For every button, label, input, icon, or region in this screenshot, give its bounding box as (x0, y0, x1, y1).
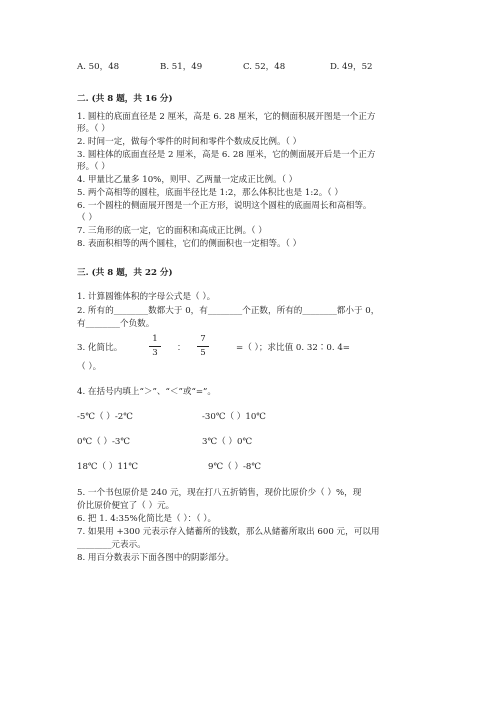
compare-item: -30℃（ ）10℃ (202, 412, 266, 422)
s3-q8: 8. 用百分数表示下面各图中的阴影部分。 (77, 553, 235, 563)
fraction-bar (149, 346, 161, 347)
s3-q1: 1. 计算圆锥体积的字母公式是（ ）。 (77, 292, 216, 302)
s3-q6: 6. 把 1. 4:35%化简比是（ ）：（ ）。 (77, 514, 217, 524)
section-3-heading: 三. (共 8 题，共 22 分) (77, 268, 173, 278)
s3-q3-answer: （ ）。 (77, 362, 102, 372)
section-2-heading: 二. (共 8 题，共 16 分) (77, 94, 173, 104)
fraction-seven-fifths (197, 334, 209, 359)
s2-line: 3. 圆柱体的底面直径是 2 厘米，高是 6. 28 厘米，它的侧面展开后是一个正方 (77, 150, 376, 160)
s3-q7-line2: ________元表示。 (77, 540, 146, 550)
s2-line: 形。（ ） (77, 162, 110, 172)
s2-line: 8. 表面积相等的两个圆柱，它们的侧面积也一定相等。（ ） (77, 239, 302, 249)
compare-item: -5℃（ ）-2℃ (77, 412, 133, 422)
s3-q3-colon: ： (177, 343, 186, 353)
s2-line: 6. 一个圆柱的侧面展开图是一个正方形，说明这个圆柱的底面周长和高相等。 (77, 201, 372, 211)
fraction-denominator: 5 (200, 348, 206, 359)
s3-q2-line1: 2. 所有的________数都大于 0，有________个正数，所有的________都小于 0， (77, 306, 380, 316)
compare-item: 3℃（ ）0℃ (202, 437, 253, 447)
fraction-one-third (149, 334, 161, 359)
s2-line: 2. 时间一定，做每个零件的时间和零件个数成反比例。（ ） (77, 137, 302, 147)
compare-item: 0℃（ ）-3℃ (77, 437, 130, 447)
option-c: C. 52，48 (243, 62, 286, 72)
compare-item: 18℃（ ）11℃ (77, 462, 139, 472)
s2-line: 7. 三角形的底一定，它的面积和高成正比例。（ ） (77, 226, 267, 236)
s3-q2-line2: 有________个负数。 (77, 319, 155, 329)
compare-item: 9℃（ ）-8℃ (208, 462, 261, 472)
s3-q5-line2: 价比原价便宜了（ ）元。 (77, 501, 175, 511)
s3-q7-line1: 7. 如果用 +300 元表示存入储蓄所的钱数，那么从储蓄所取出 600 元，可以用 (77, 527, 380, 537)
fraction-numerator: 1 (152, 334, 158, 344)
fraction-bar (197, 346, 209, 347)
s3-q3-prefix: 3. 化简比。 (77, 343, 123, 353)
s2-line: 4. 甲量比乙量多 10%，则甲、乙两量一定成正比例。（ ） (77, 175, 298, 185)
s2-line: 5. 两个高相等的圆柱，底面半径比是 1:2，那么体积比也是 1:2。（ ） (77, 188, 343, 198)
option-a: A. 50，48 (77, 62, 120, 72)
option-d: D. 49，52 (330, 62, 373, 72)
s3-q5-line1: 5. 一个书包原价是 240 元，现在打八五折销售，现价比原价少（ ）%，现 (77, 488, 362, 498)
fraction-denominator: 3 (152, 348, 158, 359)
s2-line: 形。（ ） (77, 124, 110, 134)
s2-line: （ ） (77, 213, 97, 223)
option-b: B. 51，49 (160, 62, 203, 72)
s2-line: 1. 圆柱的底面直径是 2 厘米，高是 6. 28 厘米，它的侧面积展开图是一个正方 (77, 112, 376, 122)
s3-q4-text: 4. 在括号内填上“＞”、“＜”或“=”。 (77, 387, 217, 397)
s3-q3-suffix: =（ ）；求比值 0. 32∶0. 4= (236, 343, 350, 353)
fraction-numerator: 7 (200, 334, 206, 344)
